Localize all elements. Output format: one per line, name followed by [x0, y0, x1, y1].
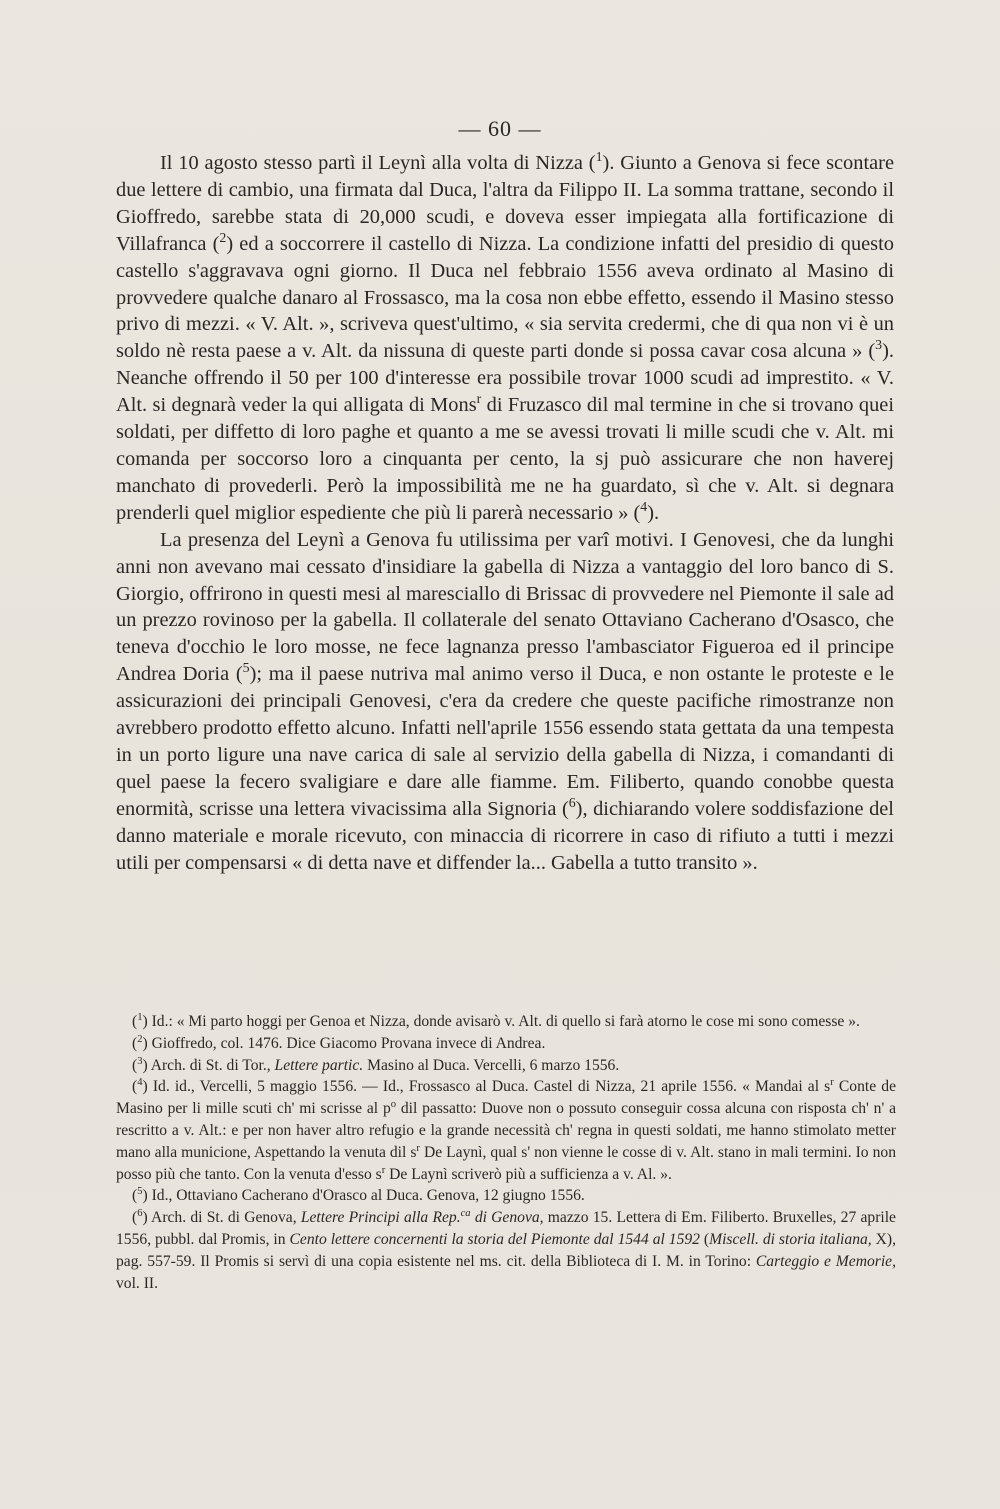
footnote-5: ($^5$) Id., Ottaviano Cacherano d'Orasco al Duca. Genova, 12 giugno 1556.: [132, 1186, 585, 1205]
footnotes: [116, 1011, 896, 1294]
footnote-ref: 4: [640, 499, 648, 515]
footnote-3: ($^3$) Arch. di St. di Tor., Lettere partic. Masino al Duca. Vercelli, 6 marzo 1556.: [132, 1055, 620, 1074]
footnote-1: ($^1$) Id.: « Mi parto hoggi per Genoa et Nizza, donde avisarò v. Alt. di quello si farà atorno le cose mi sono comesse ».: [132, 1011, 860, 1030]
footnote-2: ($^2$) Gioffredo, col. 1476. Dice Giacomo Provana invece di Andrea.: [132, 1033, 546, 1052]
footnote-ref: 5: [242, 661, 250, 677]
superscript: r: [476, 392, 482, 408]
body-text: [116, 150, 894, 876]
footnote-ref: 1: [595, 150, 603, 166]
paragraph: La presenza del Leynì a Genova fu utilissima per varî motivi. I Genovesi, che da lunghi anni non avevano mai cessato d'insidiare la gabella di Nizza a vantaggio del loro banco di S. Giorgio, offrirono in questi mesi al maresciallo di Brissac di provvedere nel Piemonte il sale ad un prezzo rovinoso per la gabella. Il collaterale del senato Ottaviano Cacherano d'Osasco, che teneva d'occhio le loro mosse, ne fece lagnanza presso l'ambasciator Figueroa ed il principe Andrea Doria ($^5$); ma il paese nutriva mal animo verso il Duca, e non ostante le proteste e le assicurazioni dei principali Genovesi, c'era da credere che queste pacifiche rimostranze non avrebbero prodotto effetto alcuno. Infatti nell'aprile 1556 essendo stata gettata da una tempesta in un porto ligure una nave carica di sale al servizio della gabella di Nizza, i comandanti di quel paese la fecero svaligiare e dare alle fiamme. Em. Filiberto, quando conobbe questa enormità, scrisse una lettera vivacissima alla Signoria ($^6$), dichiarando volere soddisfazione del danno materiale e morale ricevuto, con minaccia di ricorrere in caso di rifiuto a tutti i mezzi utili per compensarsi « di detta nave et diffender la... Gabella a tutto transito ».: [116, 528, 894, 874]
paragraph: Il 10 agosto stesso partì il Leynì alla volta di Nizza ($^1$). Giunto a Genova si fece scontare due lettere di cambio, una firmata dal Duca, l'altra da Filippo II. La somma trattane, secondo il Gioffredo, sarebbe stata di 20,000 scudi, e doveva esser impiegata alla fortificazione di Villafranca ($^2$) ed a soccorrere il castello di Nizza. La condizione infatti del presidio di questo castello s'aggravava ogni giorno. Il Duca nel febbraio 1556 aveva ordinato al Masino di provvedere qualche danaro al Frossasco, ma la cosa non ebbe effetto, essendo il Masino stesso privo di mezzi. « V. Alt. », scriveva quest'ultimo, « sia servita credermi, che di qua non vi è un soldo nè resta paese a v. Alt. da nissuna di queste parti donde si possa cavar cosa alcuna » ($^3$). Neanche offrendo il 50 per 100 d'interesse era possibile trovar 1000 scudi ad imprestito. « V. Alt. si degnarà veder la qui alligata di Mons$^r$ di Fruzasco dil mal termine in che si trovano quei soldati, per diffetto di loro paghe et quanto a me se avessi trovati li mille scudi che v. Alt. mi comanda per soccorso loro a cinquanta per cento, la sj può assicurare che non haverej manchato di provederli. Però la impossibilità me ne ha guardato, sì che v. Alt. si degnara prenderli quel miglior espediente che più li parerà necessario » ($^4$).: [116, 150, 894, 524]
footnote-ref: 6: [568, 795, 576, 811]
footnote-ref: 2: [219, 230, 227, 246]
footnote-ref: 3: [875, 338, 883, 354]
footnote-4: ($^4$) Id. id., Vercelli, 5 maggio 1556. — Id., Frossasco al Duca. Castel di Nizza, 21 aprile 1556. « Mandai al $s^r$ Conte de Masino per li mille scuti ch' mi scrisse al $p^o$ dil passatto: Duove non o possuto conseguir cossa alcuna con risposta ch' n' a rescritto a v. Alt.: e per non haver altro refugio e la grande necessità ch' regna in questi soldati, me hanno stimolato metter mano alla municione, Aspettando la venuta dil $s^r$ De Laynì, qual s' non vienne le cosse di v. Alt. stano in mali termini. Io non posso più che tanto. Con la venuta d'esso $s^r$ De Laynì scriverò più a sufficienza a v. Al. ».: [116, 1077, 896, 1183]
page-number: — 60 —: [458, 116, 542, 141]
footnote-6: ($^6$) Arch. di St. di Genova, Lettere Principi alla Rep.$^{ca}$ di Genova, mazzo 15. Lettera di Em. Filiberto. Bruxelles, 27 aprile 1556, pubbl. dal Promis, in Cento lettere concernenti la storia del Piemonte dal 1544 al 1592 (Miscell. di storia italiana, X), pag. 557-59. Il Promis si servì di una copia esistente nel ms. cit. della Biblioteca di I. M. in Torino: Carteggio e Memorie, vol. II.: [116, 1207, 896, 1292]
